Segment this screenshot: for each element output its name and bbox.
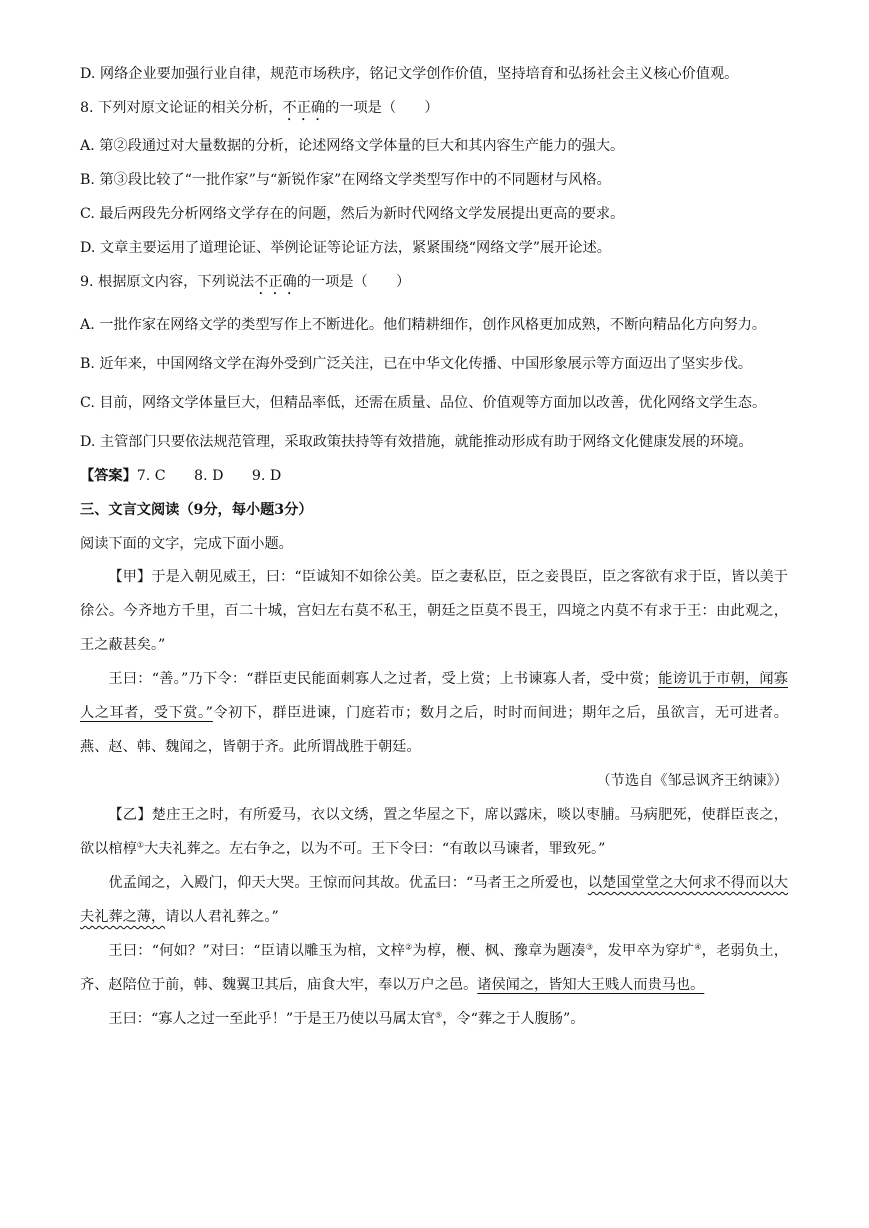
q9-option-d: D. 主管部门只要依法规范管理，采取政策扶持等有效措施，就能推动形成有助于网络文化健康发展的环境。 [80, 434, 753, 450]
wavy-underlined-sentence: 以楚国堂堂之大何求不得而以大夫礼葬之薄， [80, 875, 788, 925]
footnote-marker: ① [136, 840, 144, 850]
yi-paragraph-1: 【乙】楚庄王之时，有所爱马，衣以文绣，置之华屋之下，席以露床，啖以枣脯。马病肥死，使群臣丧之，欲以棺椁①大夫礼葬之。左右争之，以为不可。王下令曰：“有敢以马谏者，罪致死。” [80, 807, 788, 857]
jia-paragraph-1: 【甲】于是入朝见威王，曰：“臣诚知不如徐公美。臣之妻私臣，臣之妾畏臣，臣之客欲有求于臣，皆以美于徐公。今齐地方千里，百二十城，宫妇左右莫不私王，朝廷之臣莫不畏王，四境之内莫不有求于王：由此观之，王之蔽甚矣。” [80, 569, 788, 653]
section-3-instruction: 阅读下面的文字，完成下面小题。 [80, 536, 293, 552]
yi-paragraph-2: 优孟闻之，入殿门，仰天大哭。王惊而问其故。优孟曰：“马者王之所爱也，以楚国堂堂之大何求不得而以大夫礼葬之薄，请以人君礼葬之。” [80, 875, 788, 925]
footnote-marker: ③ [585, 942, 594, 952]
q8-option-a: A. 第②段通过对大量数据的分析，论述网络文学体量的巨大和其内容生产能力的强大。 [80, 138, 625, 154]
q9-option-b: B. 近年来，中国网络文学在海外受到广泛关注，已在中华文化传播、中国形象展示等方面迈出了坚实步伐。 [80, 356, 753, 372]
underlined-sentence-2: 诸侯闻之，皆知大王贱人而贵马也。 [477, 977, 705, 993]
yi-paragraph-3: 王曰：“何如？”对曰：“臣请以雕玉为棺，文梓②为椁，楩、枫、豫章为题凑③，发甲卒为穿圹④，老弱负土，齐、赵陪位于前，韩、魏翼卫其后，庙食大牢，奉以万户之邑。诸侯闻之，皆知大王贱人而贵马也。 [80, 942, 788, 993]
answer-text: 7. C 8. D 9. D [136, 468, 282, 484]
q9-option-c: C. 目前，网络文学体量巨大，但精品率低，还需在质量、品位、价值观等方面加以改善，优化网络文学生态。 [80, 395, 767, 411]
q9-option-a: A. 一批作家在网络文学的类型写作上不断进化。他们精耕细作，创作风格更加成熟，不断向精品化方向努力。 [80, 317, 767, 333]
q9-emphasis: 不正确 [254, 274, 297, 290]
answer-label: 【答案】 [80, 468, 137, 484]
yi-paragraph-4: 王曰：“寡人之过一至此乎！”于是王乃使以马属太官⑤，令“葬之于人腹肠”。 [108, 1010, 585, 1027]
footnote-marker: ⑤ [435, 1010, 443, 1020]
answer-line [80, 464, 788, 488]
footnote-marker: ④ [694, 942, 702, 952]
jia-paragraph-2: 王曰：“善。”乃下令：“群臣吏民能面刺寡人之过者，受上赏；上书谏寡人者，受中赏；能谤讥于市朝，闻寡人之耳者，受下赏。”令初下，群臣进谏，门庭若市；数月之后，时时而间进；期年之后，虽欲言，无可进者。燕、赵、韩、魏闻之，皆朝于齐。此所谓战胜于朝廷。 [80, 671, 788, 755]
q8-emphasis: 不正确 [282, 100, 326, 116]
q8-stem: 8. 下列对原文论证的相关分析，不正确的一项是（ ） [80, 100, 439, 116]
section-3-title: 三、文言文阅读（9分，每小题3分） [80, 502, 313, 518]
q8-option-c: C. 最后两段先分析网络文学存在的问题，然后为新时代网络文学发展提出更高的要求。 [80, 206, 625, 222]
q7-option-d: D. 网络企业要加强行业自律，规范市场秩序，铭记文学创作价值，坚持培育和弘扬社会主义核心价值观。 [80, 66, 739, 82]
underlined-sentence-1: 能谤讥于市朝，闻寡人之耳者，受下赏。” [80, 671, 788, 721]
jia-source: （节选自《邹忌讽齐王纳谏》） [596, 773, 788, 789]
footnote-marker: ② [405, 942, 413, 952]
q8-option-b: B. 第③段比较了“一批作家”与“新锐作家”在网络文学类型写作中的不同题材与风格。 [80, 172, 611, 188]
document-page [80, 62, 788, 1036]
q8-option-d: D. 文章主要运用了道理论证、举例论证等论证方法，紧紧围绕“网络文学”展开论述。 [80, 240, 611, 256]
q9-stem: 9. 根据原文内容，下列说法不正确的一项是（ ） [80, 274, 411, 290]
